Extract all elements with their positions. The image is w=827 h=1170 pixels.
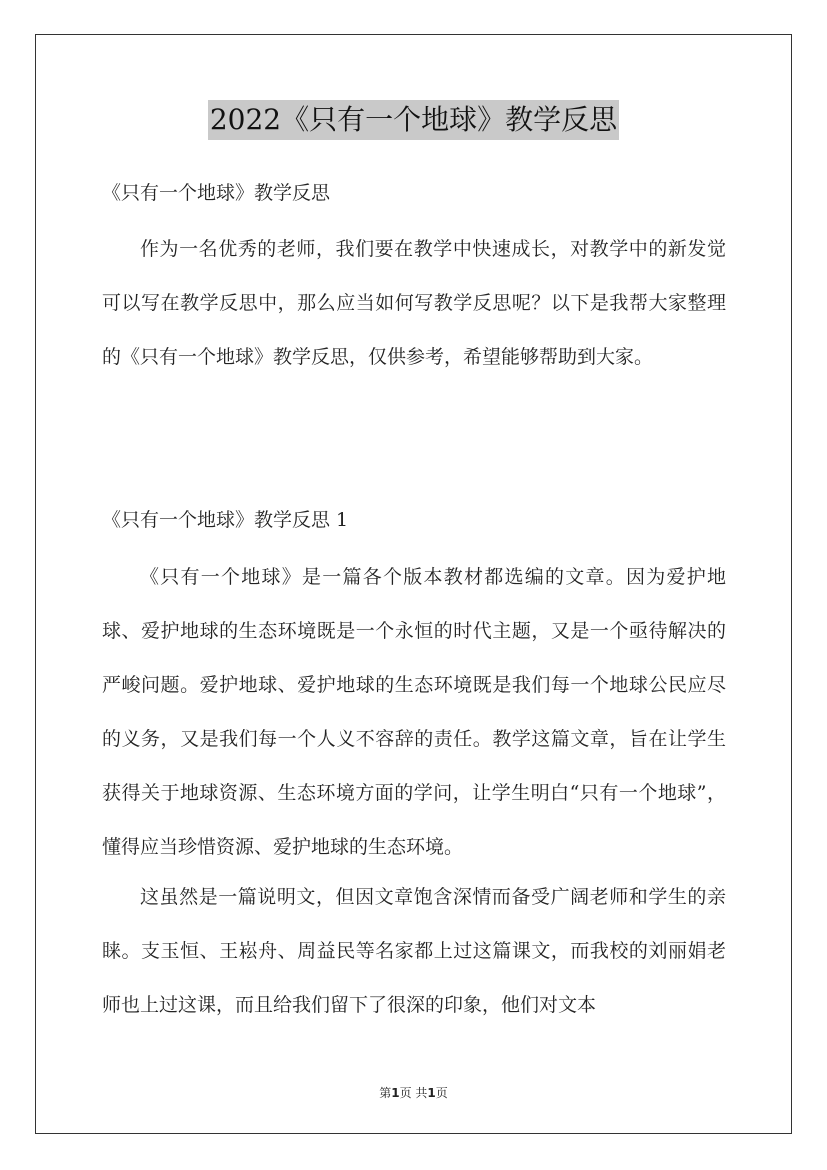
footer-total-pages: 1 <box>427 1086 436 1100</box>
page-footer <box>0 1084 827 1101</box>
footer-middle: 页 共 <box>399 1086 428 1100</box>
section-paragraph-1: 《只有一个地球》是一篇各个版本教材都选编的文章。因为爱护地球、爱护地球的生态环境既是一个永恒的时代主题，又是一个亟待解决的严峻问题。爱护地球、爱护地球的生态环境既是我们每一个地球公民应尽的义务，又是我们每一个人义不容辞的责任。教学这篇文章，旨在让学生获得关于地球资源、生态环境方面的学问，让学生明白“只有一个地球”，懂得应当珍惜资源、爱护地球的生态环境。 <box>102 566 726 858</box>
footer-suffix: 页 <box>435 1086 448 1100</box>
title-container <box>0 100 827 140</box>
intro-heading: 《只有一个地球》教学反思 <box>102 182 331 204</box>
section-heading-1: 《只有一个地球》教学反思 1 <box>102 509 349 531</box>
document-title: 2022《只有一个地球》教学反思 <box>208 100 619 140</box>
footer-page-number: 1 <box>391 1086 400 1100</box>
intro-paragraph: 作为一名优秀的老师，我们要在教学中快速成长，对教学中的新发觉可以写在教学反思中，那么应当如何写教学反思呢？以下是我帮大家整理的《只有一个地球》教学反思，仅供参考，希望能够帮助到大家。 <box>102 238 726 368</box>
section-paragraph-2: 这虽然是一篇说明文，但因文章饱含深情而备受广阔老师和学生的亲睐。支玉恒、王崧舟、周益民等名家都上过这篇课文，而我校的刘丽娟老师也上过这课，而且给我们留下了很深的印象，他们对文本 <box>102 886 726 1016</box>
footer-prefix: 第 <box>379 1086 392 1100</box>
